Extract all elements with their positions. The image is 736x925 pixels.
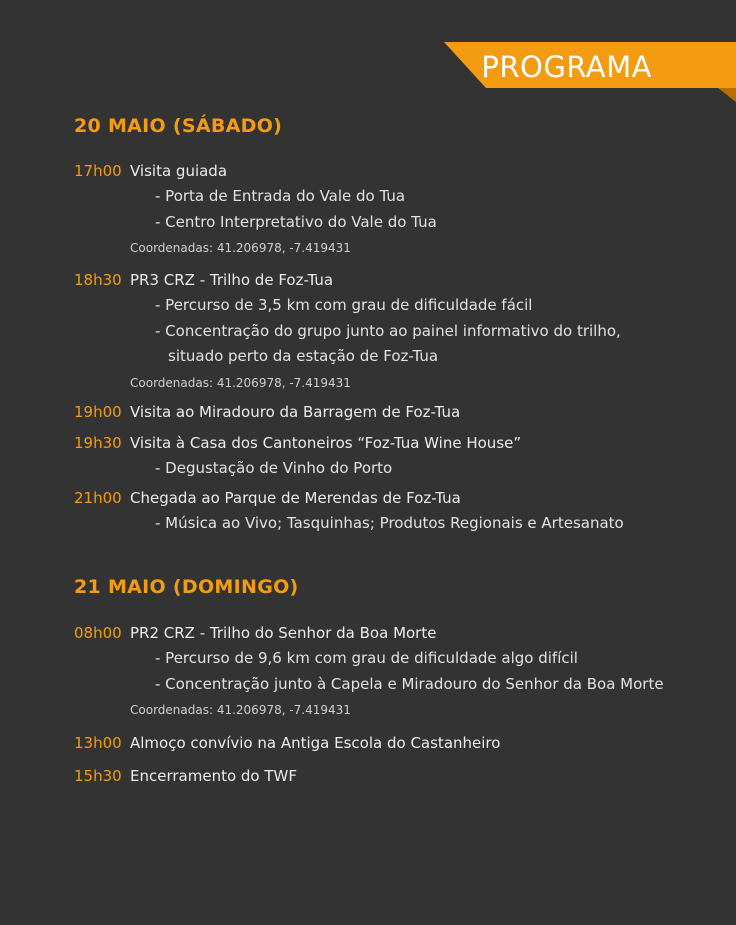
event-title: Visita ao Miradouro da Barragem de Foz-Tua [130, 403, 461, 421]
event-time: 13h00 [74, 734, 122, 752]
day-heading-saturday: 20 MAIO (SÁBADO) [74, 115, 283, 137]
event-detail: - Concentração do grupo junto ao painel informativo do trilho, [155, 322, 621, 340]
event-title: PR3 CRZ - Trilho de Foz-Tua [130, 271, 334, 289]
event-detail: - Centro Interpretativo do Vale do Tua [155, 213, 437, 231]
event-title: Chegada ao Parque de Merendas de Foz-Tua [130, 489, 461, 507]
event-title: Almoço convívio na Antiga Escola do Castanheiro [130, 734, 501, 752]
event-title: Encerramento do TWF [130, 767, 297, 785]
event-detail: - Degustação de Vinho do Porto [155, 459, 393, 477]
day-heading-sunday: 21 MAIO (DOMINGO) [74, 576, 299, 598]
page-title: PROGRAMA [481, 50, 652, 84]
event-time: 21h00 [74, 489, 122, 507]
event-detail: - Concentração junto à Capela e Miradouro do Senhor da Boa Morte [155, 675, 664, 693]
event-detail: - Música ao Vivo; Tasquinhas; Produtos Regionais e Artesanato [155, 514, 624, 532]
event-time: 18h30 [74, 271, 122, 289]
event-title: PR2 CRZ - Trilho do Senhor da Boa Morte [130, 624, 437, 642]
event-coordinates: Coordenadas: 41.206978, -7.419431 [130, 241, 351, 255]
event-title: Visita guiada [130, 162, 228, 180]
banner-fold [718, 88, 736, 102]
event-coordinates: Coordenadas: 41.206978, -7.419431 [130, 376, 351, 390]
event-time: 19h00 [74, 403, 122, 421]
event-time: 15h30 [74, 767, 122, 785]
event-title: Visita à Casa dos Cantoneiros “Foz-Tua Wine House” [130, 434, 522, 452]
event-detail: - Percurso de 3,5 km com grau de dificuldade fácil [155, 296, 533, 314]
event-detail: - Percurso de 9,6 km com grau de dificuldade algo difícil [155, 649, 578, 667]
event-detail-continuation: situado perto da estação de Foz-Tua [168, 347, 439, 365]
event-time: 19h30 [74, 434, 122, 452]
event-coordinates: Coordenadas: 41.206978, -7.419431 [130, 703, 351, 717]
event-detail: - Porta de Entrada do Vale do Tua [155, 187, 406, 205]
event-time: 08h00 [74, 624, 122, 642]
event-time: 17h00 [74, 162, 122, 180]
